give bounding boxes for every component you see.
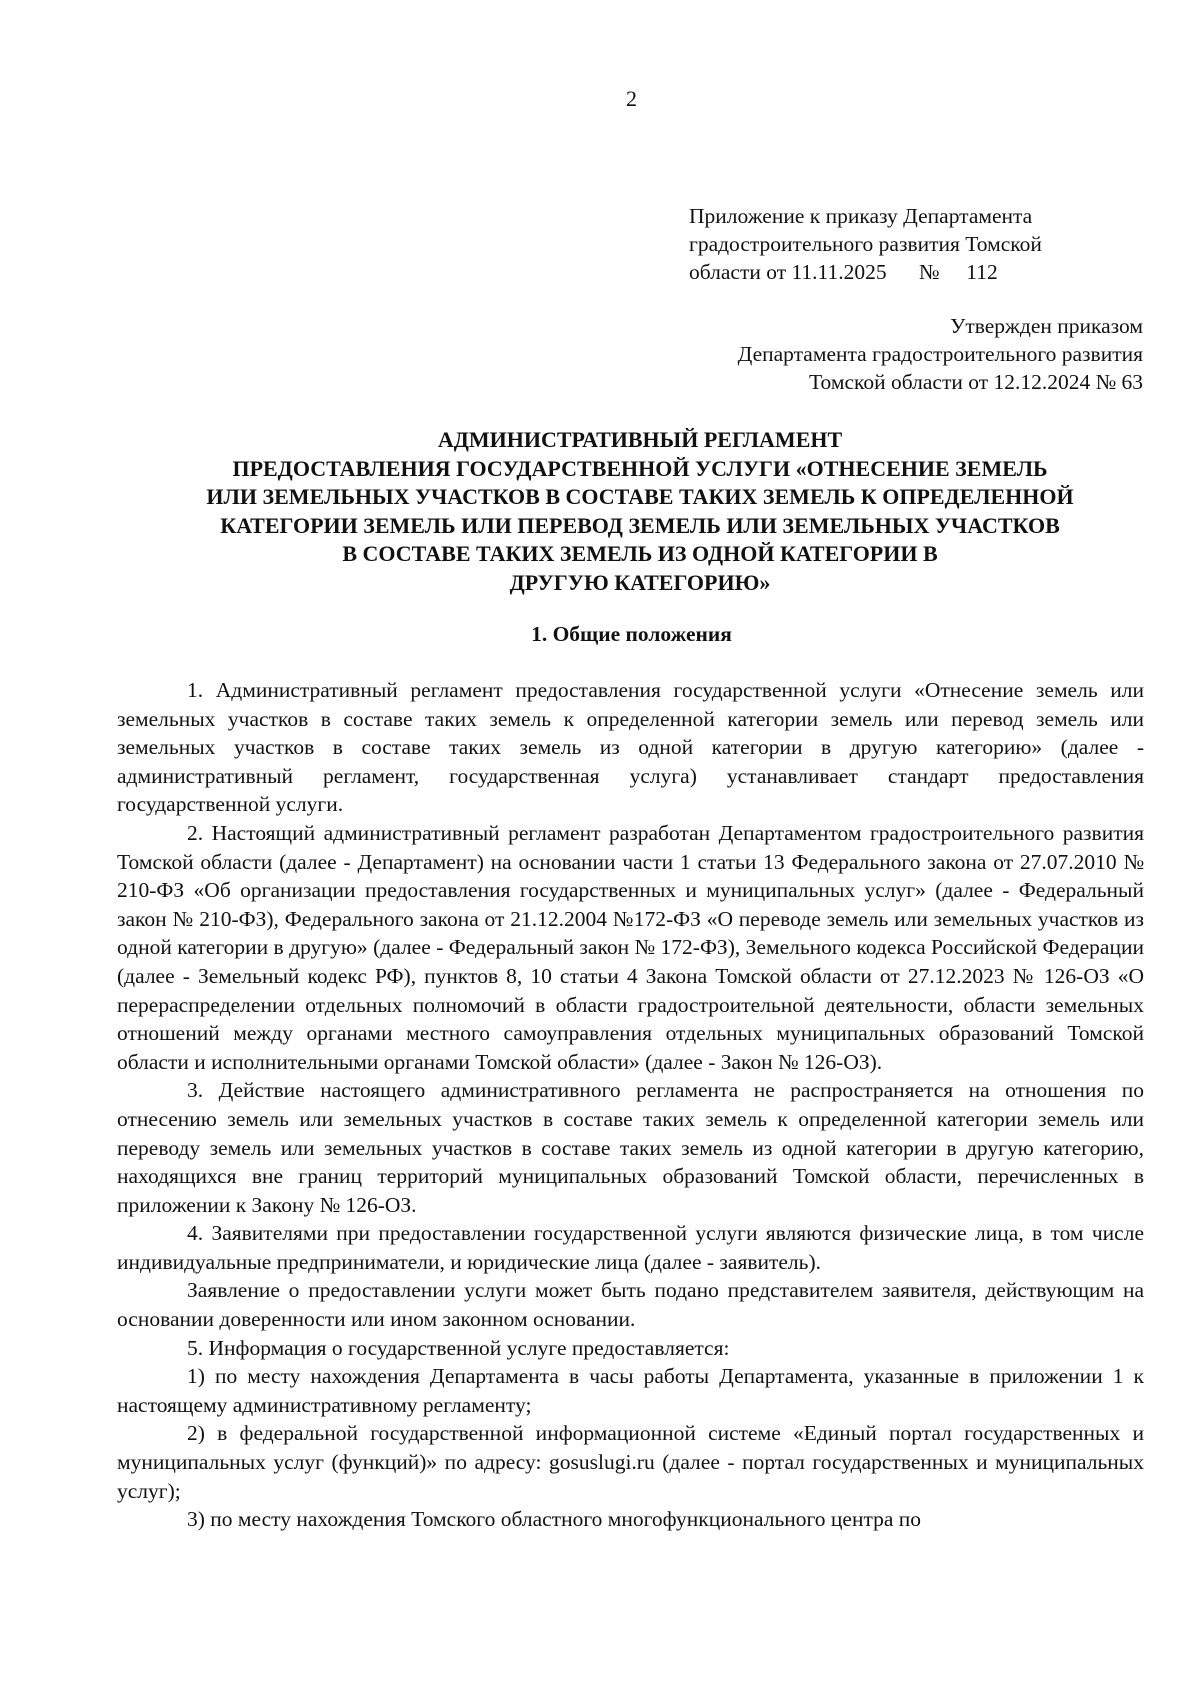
- paragraph: 3. Действие настоящего административного регламента не распространяется на отношения по отнесению земель или земельных участков в составе таких земель к определенной категории земель или переводу земель или земельных участков в составе таких земель из одной категории в другую категорию, находящихся вне границ территорий муниципальных образований Томской области, перечисленных в приложении к Закону № 126-ОЗ.: [117, 1078, 1144, 1217]
- approval-note: [583, 312, 1143, 396]
- appendix-line: Приложение к приказу Департамента: [689, 204, 1033, 228]
- page-number: 2: [626, 86, 637, 111]
- paragraph: 1) по месту нахождения Департамента в часы работы Департамента, указанные в приложении 1 к настоящему административному регламенту;: [117, 1364, 1144, 1417]
- paragraph: Заявление о предоставлении услуги может быть подано представителем заявителя, действующим на основании доверенности или ином законном основании.: [117, 1278, 1144, 1332]
- paragraph: 3) по месту нахождения Томского областного многофункционального центра по: [187, 1507, 922, 1532]
- title-line: ПРЕДОСТАВЛЕНИЯ ГОСУДАРСТВЕННОЙ УСЛУГИ «ОТНЕСЕНИЕ ЗЕМЕЛЬ: [232, 455, 1048, 481]
- title-line: АДМИНИСТРАТИВНЫЙ РЕГЛАМЕНТ: [437, 427, 843, 452]
- document-title: [140, 426, 1140, 597]
- paragraph: 2. Настоящий административный регламент разработан Департаментом градостроительного развития Томской области (далее - Департамент) на основании части 1 статьи 13 Федерального закона от 27.07.2010 № 210-ФЗ «Об организации предоставления государственных и муниципальных услуг» (далее - Федеральный закон № 210-ФЗ), Федерального закона от 21.12.2004 №172-ФЗ «О переводе земель или земельных участков из одной категории в другую» (далее - Федеральный закон № 172-ФЗ), Земельного кодекса Российской Федерации (далее - Земельный кодекс РФ), пунктов 8, 10 статьи 4 Закона Томской области от 27.12.2023 № 126-ОЗ «О перераспределении отдельных полномочий в области градостроительной деятельности, области земельных отношений между органами местного самоуправления отдельных муниципальных образований Томской области и исполнительными органами Томской области» (далее - Закон № 126-ОЗ).: [117, 820, 1144, 1074]
- paragraph: 4. Заявителями при предоставлении государственной услуги являются физические лица, в том числе индивидуальные предприниматели, и юридические лица (далее - заявитель).: [117, 1221, 1144, 1274]
- paragraph: 5. Информация о государственной услуге предоставляется:: [187, 1335, 730, 1360]
- paragraph: 2) в федеральной государственной информационной системе «Единый портал государственных и муниципальных услуг (функций)» по адресу: gosuslugi.ru (далее - портал государственных и муниципальных услуг);: [117, 1421, 1144, 1503]
- body-text: [117, 676, 1144, 1534]
- approval-line: Департамента градостроительного развития: [737, 342, 1143, 366]
- title-line: В СОСТАВЕ ТАКИХ ЗЕМЕЛЬ ИЗ ОДНОЙ КАТЕГОРИИ В: [342, 541, 938, 566]
- appendix-line: области от 11.11.2025 № 112: [689, 260, 998, 284]
- section-heading: 1. Общие положения: [531, 622, 732, 646]
- title-line: ДРУГУЮ КАТЕГОРИЮ»: [509, 569, 771, 595]
- appendix-note: [689, 202, 1109, 286]
- title-line: ИЛИ ЗЕМЕЛЬНЫХ УЧАСТКОВ В СОСТАВЕ ТАКИХ ЗЕМЕЛЬ К ОПРЕДЕЛЕННОЙ: [206, 484, 1074, 509]
- approval-line: Томской области от 12.12.2024 № 63: [809, 370, 1143, 394]
- approval-line: Утвержден приказом: [950, 314, 1143, 338]
- paragraph: 1. Административный регламент предоставления государственной услуги «Отнесение земель или земельных участков в составе таких земель к определенной категории земель или перевод земель или земельных участков в составе таких земель из одной категории в другую категорию» (далее - административный регламент, государственная услуга) устанавливает стандарт предоставления государственной услуги.: [117, 678, 1144, 817]
- title-line: КАТЕГОРИИ ЗЕМЕЛЬ ИЛИ ПЕРЕВОД ЗЕМЕЛЬ ИЛИ ЗЕМЕЛЬНЫХ УЧАСТКОВ: [220, 512, 1060, 538]
- appendix-line: градостроительного развития Томской: [689, 232, 1042, 256]
